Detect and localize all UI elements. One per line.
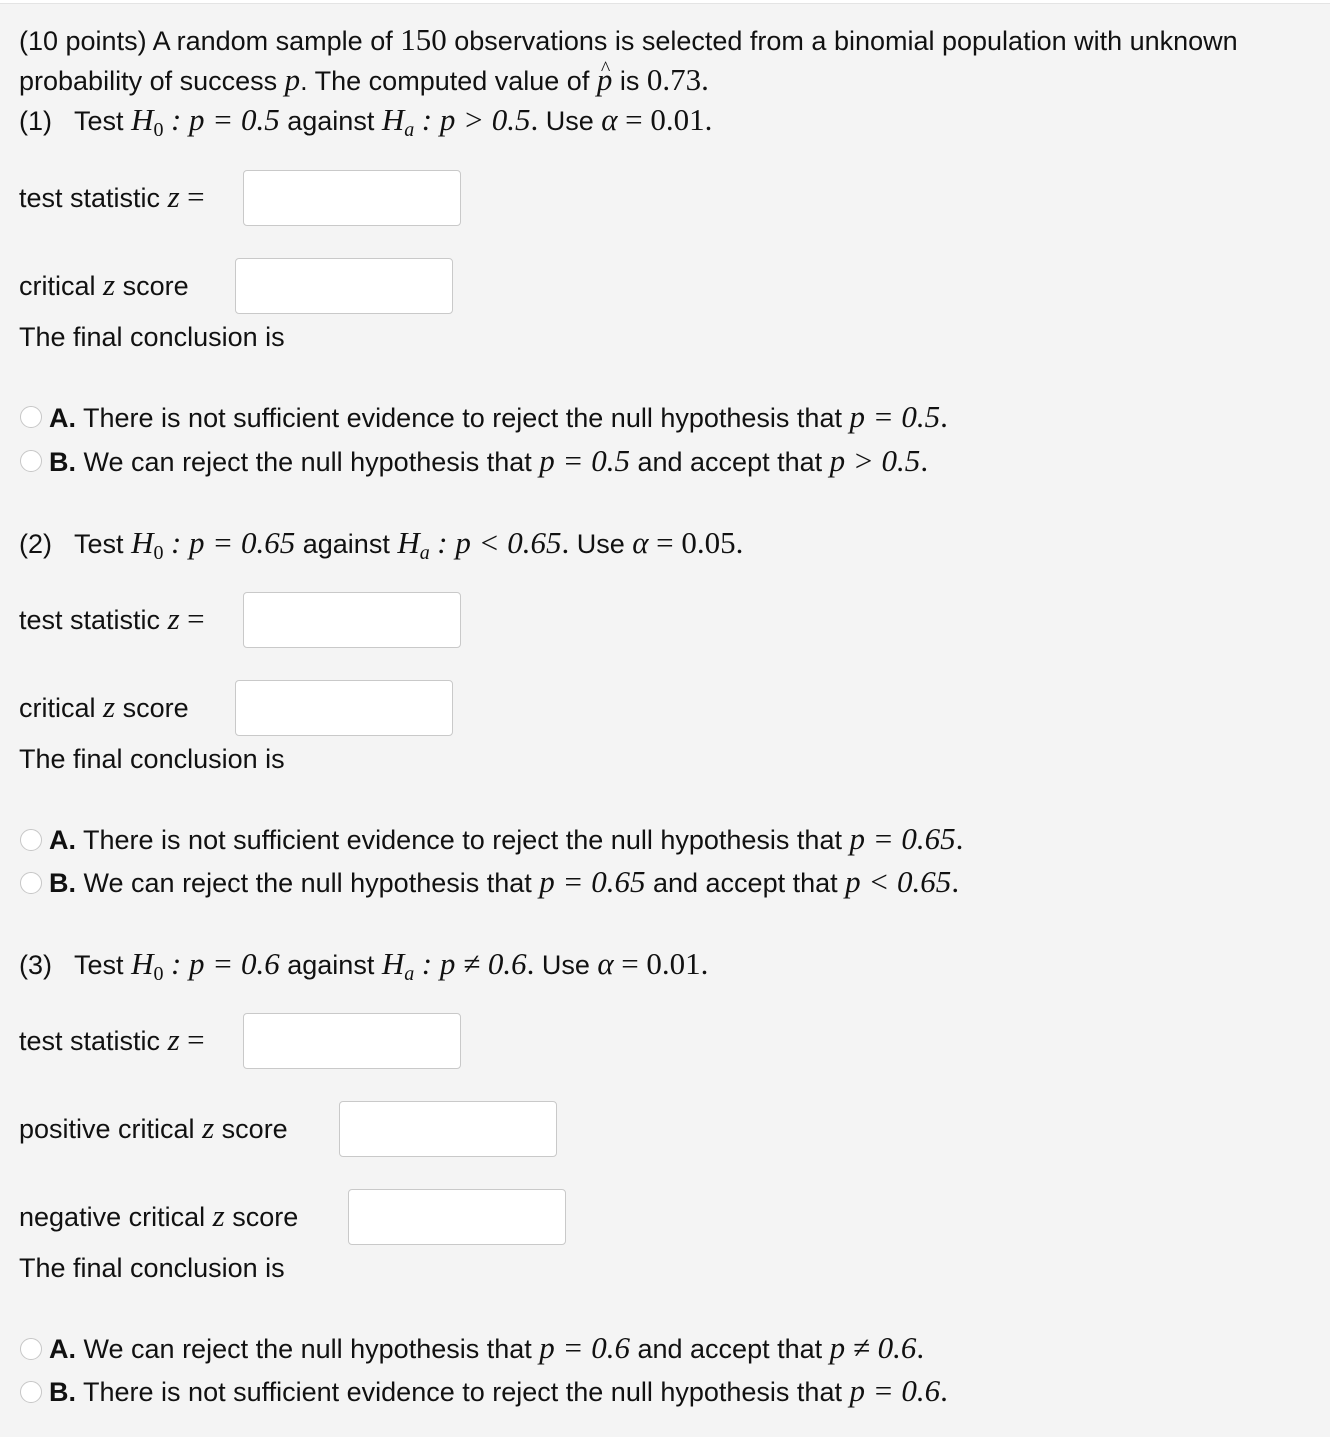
part2-critical-input[interactable] bbox=[235, 680, 453, 736]
part1-option-a[interactable]: A. There is not sufficient evidence to reject the null hypothesis that p = 0.5. bbox=[49, 399, 948, 434]
part3-test-statistic-input[interactable] bbox=[243, 1013, 461, 1069]
part1-option-a-radio[interactable] bbox=[20, 406, 42, 428]
part1-critical-label: critical z score bbox=[19, 267, 189, 302]
part1-conclusion-label: The final conclusion is bbox=[19, 322, 285, 352]
part1-test-statistic-input[interactable] bbox=[243, 170, 461, 226]
part2-test-statistic-input[interactable] bbox=[243, 592, 461, 648]
part3-option-a[interactable]: A. We can reject the null hypothesis that p = 0.6 and accept that p ≠ 0.6. bbox=[49, 1330, 925, 1365]
part3-negative-critical-input[interactable] bbox=[348, 1189, 566, 1245]
part3-option-b-radio[interactable] bbox=[20, 1381, 42, 1403]
part3-option-a-radio[interactable] bbox=[20, 1338, 42, 1360]
part2-option-b[interactable]: B. We can reject the null hypothesis that p = 0.65 and accept that p < 0.65. bbox=[49, 864, 960, 899]
part1-test-statistic-label: test statistic z = bbox=[19, 179, 205, 214]
part2-option-a-radio[interactable] bbox=[20, 829, 42, 851]
part2-test-statistic-label: test statistic z = bbox=[19, 601, 205, 636]
part1-option-b[interactable]: B. We can reject the null hypothesis that p = 0.5 and accept that p > 0.5. bbox=[49, 443, 929, 478]
question-intro-line2: probability of success p. The computed value of ^ p is 0.73. bbox=[19, 64, 709, 97]
part1-option-b-radio[interactable] bbox=[20, 450, 42, 472]
question-intro-line1: (10 points) A random sample of 150 observations is selected from a binomial population with unknown bbox=[19, 22, 1238, 57]
part2-option-b-radio[interactable] bbox=[20, 872, 42, 894]
part3-positive-critical-label: positive critical z score bbox=[19, 1110, 288, 1145]
p-hat-symbol: ^ p bbox=[597, 64, 613, 96]
part3-test-statistic-label: test statistic z = bbox=[19, 1022, 205, 1057]
part3-hypothesis: (3) Test $H_0$ : p = 0.6 against $H_a$ : p ≠ 0.6. Use α = 0.01. bbox=[19, 946, 709, 985]
part2-hypothesis: (2) Test $H_0$ : p = 0.65 against $H_a$ : p < 0.65. Use α = 0.05. bbox=[19, 525, 744, 564]
part3-positive-critical-input[interactable] bbox=[339, 1101, 557, 1157]
part3-negative-critical-label: negative critical z score bbox=[19, 1198, 299, 1233]
part2-option-a[interactable]: A. There is not sufficient evidence to reject the null hypothesis that p = 0.65. bbox=[49, 821, 964, 856]
part2-conclusion-label: The final conclusion is bbox=[19, 744, 285, 774]
part1-hypothesis: (1) Test $H_0$ : p = 0.5 against $H_a$ : p > 0.5. Use α = 0.01. bbox=[19, 102, 713, 141]
part3-conclusion-label: The final conclusion is bbox=[19, 1253, 285, 1283]
part3-option-b[interactable]: B. There is not sufficient evidence to reject the null hypothesis that p = 0.6. bbox=[49, 1373, 948, 1408]
part1-critical-input[interactable] bbox=[235, 258, 453, 314]
part2-critical-label: critical z score bbox=[19, 689, 189, 724]
